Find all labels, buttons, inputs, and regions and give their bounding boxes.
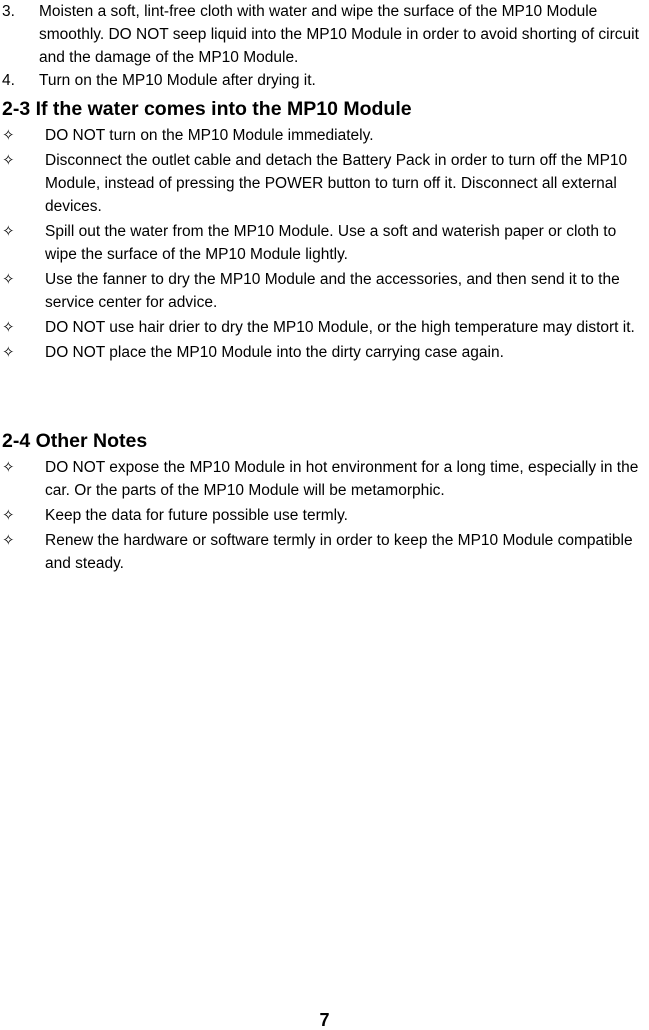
bullet-text: DO NOT place the MP10 Module into the dirty carrying case again. xyxy=(45,344,504,361)
numbered-item-4 xyxy=(2,69,642,92)
diamond-outline-icon: ✧ xyxy=(2,270,15,288)
bullet-text: Use the fanner to dry the MP10 Module and the accessories, and then send it to the service center for advice. xyxy=(45,271,620,311)
bullet-text: Disconnect the outlet cable and detach the Battery Pack in order to turn off the MP10 Module, instead of pressing the POWER button to turn off it. Disconnect all external devices. xyxy=(45,152,628,215)
diamond-outline-icon: ✧ xyxy=(2,126,15,144)
bullet-text: Renew the hardware or software termly in order to keep the MP10 Module compatible and steady. xyxy=(45,532,633,572)
item-text: Moisten a soft, lint-free cloth with water and wipe the surface of the MP10 Module smoothly. DO NOT seep liquid into the MP10 Module in order to avoid shorting of circuit and the damage of the MP10 Module. xyxy=(39,3,639,66)
bullet-item xyxy=(2,456,649,502)
section-other xyxy=(2,428,649,577)
numbered-list xyxy=(2,0,642,92)
bullet-item xyxy=(2,220,647,266)
item-number: 3. xyxy=(2,3,15,20)
diamond-outline-icon: ✧ xyxy=(2,343,15,361)
bullet-item xyxy=(2,124,647,147)
bullet-item xyxy=(2,341,647,364)
item-number: 4. xyxy=(2,72,15,89)
bullet-text: Keep the data for future possible use termly. xyxy=(45,507,348,524)
diamond-outline-icon: ✧ xyxy=(2,318,15,336)
section-water xyxy=(2,96,647,366)
bullet-item xyxy=(2,504,649,527)
section-heading: 2-4 Other Notes xyxy=(2,430,148,452)
bullet-text: Spill out the water from the MP10 Module. Use a soft and waterish paper or cloth to wipe the surface of the MP10 Module lightly. xyxy=(45,223,617,263)
diamond-outline-icon: ✧ xyxy=(2,151,15,169)
bullet-item xyxy=(2,529,649,575)
section-heading: 2-3 If the water comes into the MP10 Module xyxy=(2,98,412,120)
bullet-item xyxy=(2,149,647,218)
bullet-text: DO NOT expose the MP10 Module in hot environment for a long time, especially in the car. Or the parts of the MP10 Module will be metamorphic. xyxy=(45,459,639,499)
bullet-item xyxy=(2,316,647,339)
bullet-text: DO NOT use hair drier to dry the MP10 Module, or the high temperature may distort it. xyxy=(45,319,635,336)
diamond-outline-icon: ✧ xyxy=(2,531,15,549)
diamond-outline-icon: ✧ xyxy=(2,506,15,524)
diamond-outline-icon: ✧ xyxy=(2,222,15,240)
bullet-text: DO NOT turn on the MP10 Module immediately. xyxy=(45,127,374,144)
item-text: Turn on the MP10 Module after drying it. xyxy=(39,72,316,89)
diamond-outline-icon: ✧ xyxy=(2,458,15,476)
page-number: 7 xyxy=(319,1010,330,1030)
numbered-item-3 xyxy=(2,0,642,69)
bullet-item xyxy=(2,268,647,314)
